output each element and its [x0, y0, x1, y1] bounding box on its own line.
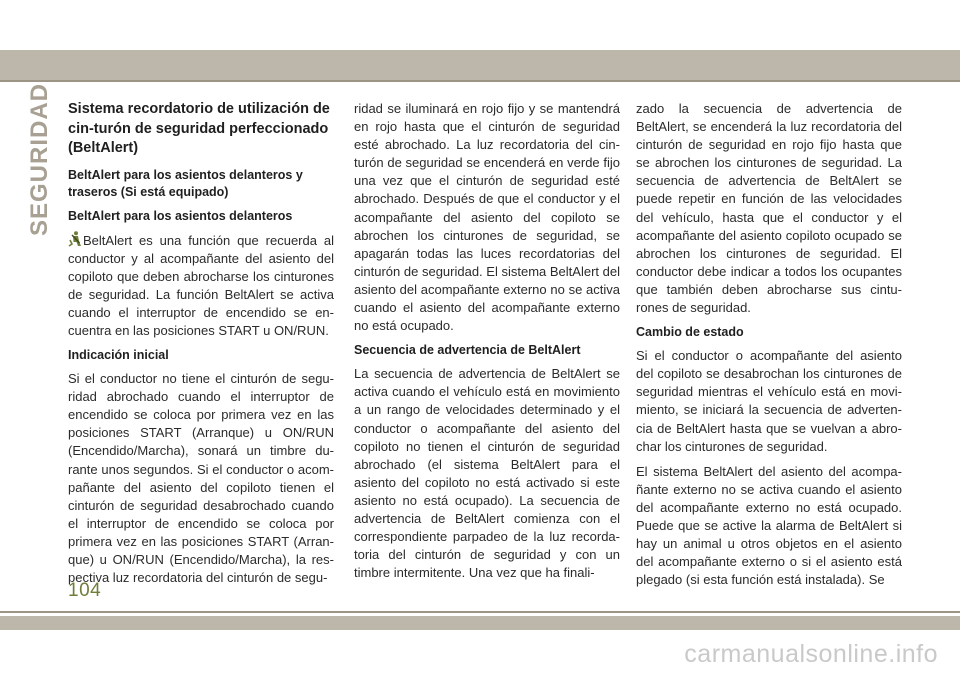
heading-initial-indication: Indicación inicial [68, 348, 169, 363]
footer-band [0, 616, 960, 630]
paragraph-warning-sequence: La secuencia de advertencia de BeltAlert se activa cuando el vehículo está en movimiento a un rango de velocidades determinado y el conductor o acompañante del asiento del copiloto no tienen el cinturón de seguridad abrochado (el sistema BeltAlert para el asiento del copiloto no está activado si este asiento no está ocupado). La secuencia de advertencia de BeltAlert comienza con el correspondiente parpadeo de la luz recorda-toria del cinturón de seguridad y con un timbre intermitente. Una vez que ha finali- [354, 366, 620, 581]
paragraph-external-seat: El sistema BeltAlert del asiento del acompa-ñante externo no se activa cuando el asiento del acompañante externo no está ocupado. Puede que se active la alarma de BeltAlert si hay un animal u otros objetos en el asiento del acompañante externo o si el asiento está plegado (si esta función está instalada). Se [636, 463, 902, 588]
page-number: 104 [68, 580, 102, 601]
column-1 [68, 100, 334, 594]
intro-paragraph [68, 231, 334, 341]
footer-rule [0, 611, 960, 613]
watermark-text: carmanualsonline.info [684, 640, 938, 668]
subsection-title-front: BeltAlert para los asientos delanteros [68, 208, 293, 223]
heading-warning-sequence: Secuencia de advertencia de BeltAlert [354, 343, 581, 358]
section-title: Sistema recordatorio de utilización de cin-turón de seguridad perfeccionado (BeltAlert) [68, 101, 330, 156]
header-band [0, 50, 960, 80]
column-2 [354, 100, 620, 589]
heading-status-change: Cambio de estado [636, 325, 744, 340]
column-3 [636, 100, 902, 596]
subsection-title: BeltAlert para los asientos delanteros y traseros (Si está equipado) [68, 167, 303, 199]
section-side-label: SEGURIDAD [26, 83, 53, 237]
paragraph-initial-indication: Si el conductor no tiene el cinturón de segu-ridad abrochado cuando el interruptor de encendido se coloca por primera vez en las posiciones START (Arranque) u ON/RUN (Encendido/Marcha), sonará un timbre du-rante unos segundos. Si el conductor o acom-pañante del asiento del copiloto tienen el cinturón de seguridad desabrochado cuando el interruptor de encendido se coloca por primera vez en las posiciones START (Arran-que) u ON/RUN (Encendido/Marcha), la res-pectiva luz recordatoria del cinturón de segu- [68, 371, 334, 586]
intro-text: BeltAlert es una función que recuerda al conductor y al acompañante del asiento del copiloto que deben abrocharse los cinturones de seguridad. La función BeltAlert se activa cuando el interruptor de encendido se en-cuentra en las posiciones START u ON/RUN. [68, 232, 334, 338]
seatbelt-reminder-icon [68, 231, 82, 247]
header-rule [0, 80, 960, 82]
paragraph-continued-2: zado la secuencia de advertencia de BeltAlert, se encenderá la luz recordatoria del cinturón de seguridad en rojo fijo hasta que se abrochen los cinturones de seguridad. La secuencia de advertencia de BeltAlert se puede repetir en función de las velocidades del vehículo, hasta que el conductor y el acompañante del asiento copiloto ocupado se abrochen los cinturones de seguridad. El conductor debe indicar a todos los ocupantes que también deben abrocharse sus cintu-rones de seguridad. [636, 101, 902, 316]
paragraph-continued: ridad se iluminará en rojo fijo y se mantendrá en rojo hasta que el cinturón de seguridad esté abrochado. La luz recordatoria del cin-turón de seguridad se encenderá en verde fijo una vez que el cinturón de seguridad esté abrochado. Después de que el conductor y el acompañante del asiento del copiloto se abrochen los cinturones de seguridad, se apagarán todas las luces recordatorias del cinturón de seguridad. El sistema BeltAlert del asiento del acompañante externo no se activa cuando el asiento del acompañante externo no está ocupado. [354, 101, 620, 334]
paragraph-status-change: Si el conductor o acompañante del asiento del copiloto se desabrochan los cinturones de seguridad mientras el vehículo está en movi-miento, se iniciará la secuencia de adverten-cia de BeltAlert hasta que se vuelvan a abro-char los cinturones de seguridad. [636, 348, 902, 454]
